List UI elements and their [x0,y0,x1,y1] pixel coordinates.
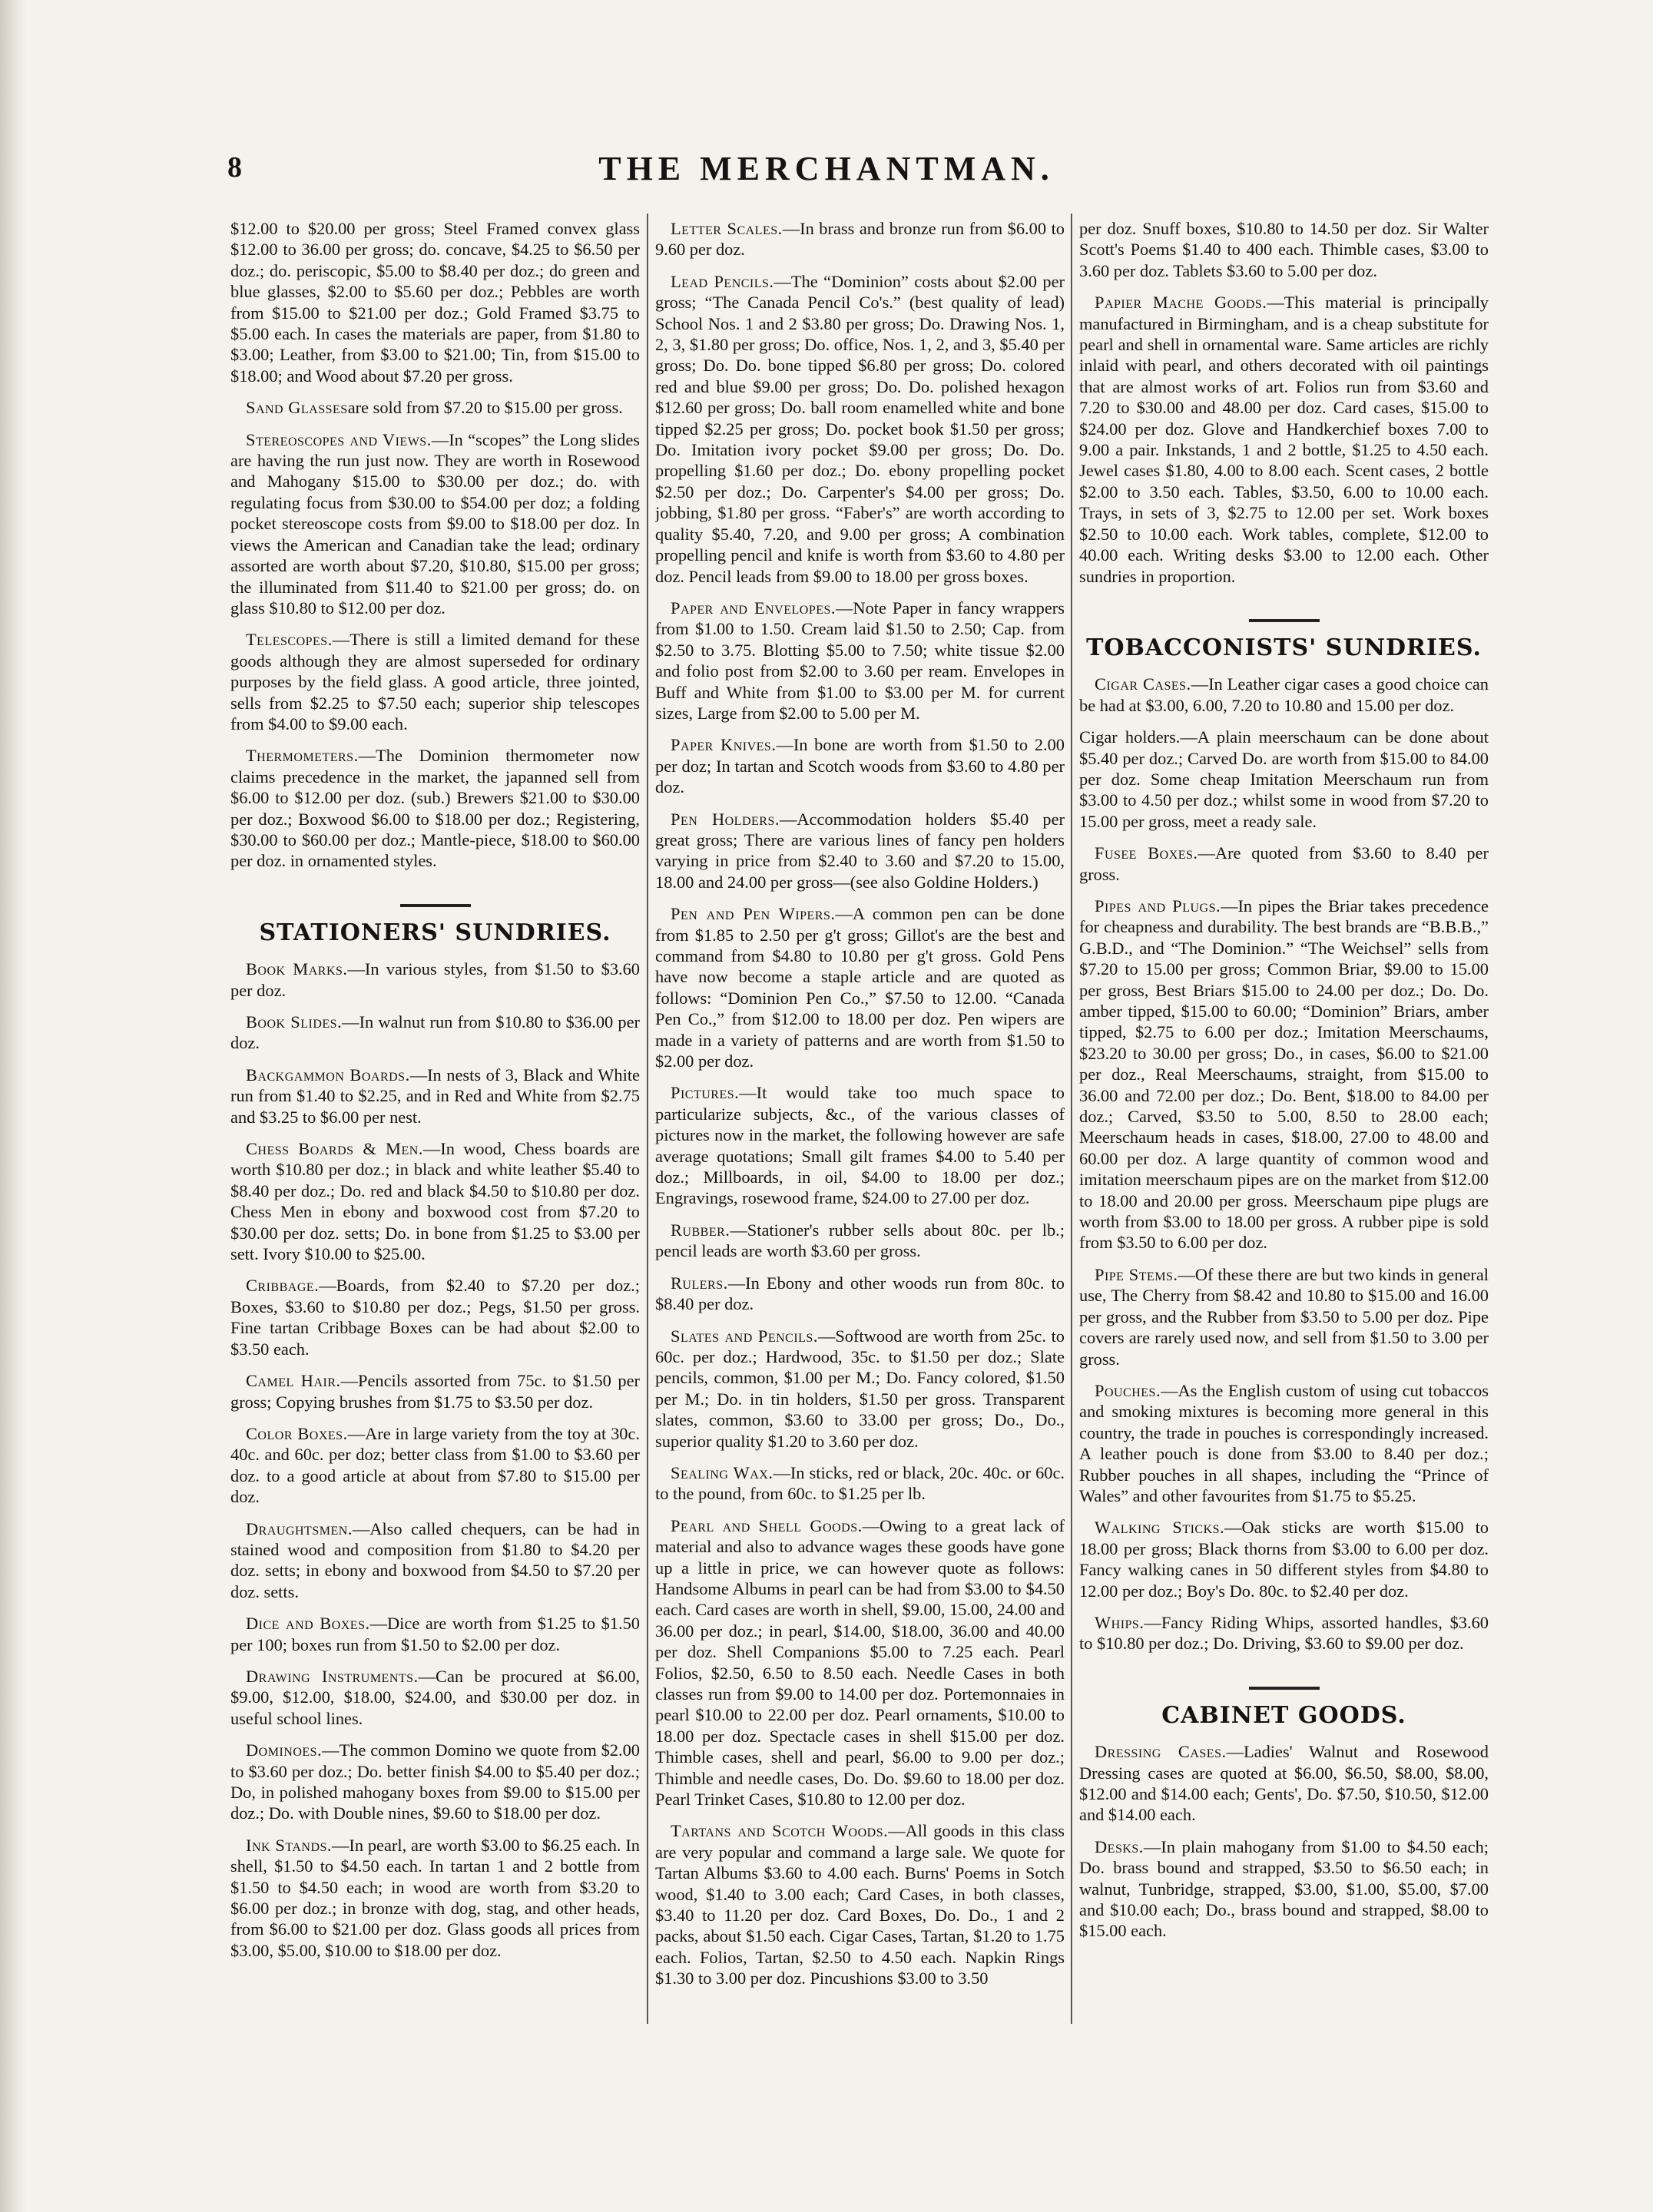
entry-heading: Tartans and Scotch Woods. [671,1821,889,1841]
price-entry [655,1515,1065,1810]
price-entry [230,218,640,386]
entry-heading: Desks. [1095,1836,1144,1856]
entry-text: —Stationer's rubber sells about 80c. per lb.; pencil leads are worth $3.60 per gross. [655,1220,1065,1261]
price-entry [655,1462,1065,1505]
entry-heading: Rubber. [671,1220,730,1240]
page-edge-shadow [0,0,26,2212]
section-divider [1249,1687,1320,1690]
price-entry [1079,1836,1489,1942]
price-entry [655,734,1065,797]
entry-text: —Can be procured at $6.00, $9.00, $12.00, $18.00, $24.00, and $30.00 per doz. in useful school lines. [230,1666,640,1728]
entry-text: —A common pen can be done from $1.85 to 2.50 per g't gross; Gillot's are the best and command from $4.80 to 10.80 per g't gross. Gold Pens have now become a staple article and are quoted as follows: “Dominion Pen Co.,” $7.50 to 12.00. “Canada Pen Co.,” from $12.00 to 18.00 per doz. Pen wipers are made in a variety of patterns and are worth from $1.50 to $2.00 per doz. [655,904,1065,1071]
entry-heading: Chess Boards & Men. [246,1139,423,1159]
entry-text: —In bone are worth from $1.50 to 2.00 per doz; In tartan and Scotch woods from $3.60 to 4.80 per doz. [655,735,1065,797]
entry-heading: Paper and Envelopes. [671,598,836,618]
entry-heading: Thermometers. [246,746,359,766]
price-entry [655,1326,1065,1452]
price-entry [230,1065,640,1128]
entry-heading: Letter Scales. [671,219,783,238]
entry-text: —In sticks, red or black, 20c. 40c. or 60c. to the pound, from 60c. to $1.25 per lb. [655,1462,1065,1504]
entry-heading: Cigar Cases. [1095,674,1191,694]
entry-text: —All goods in this class are very popular and command a large sale. We quote for Tartan Albums $3.60 to 4.00 each. Burns' Poems in Sotch wood, $1.40 to 3.00 each; Card Cases, in both classes, $3.40 to 11.20 per doz. Card Boxes, Do. Do., 1 and 2 packs, about $1.50 each. Cigar Cases, Tartan, $1.20 to 1.75 each. Folios, Tartan, $2.50 to 4.50 each. Napkin Rings $1.30 to 3.00 per doz. Pincushions $3.00 to 3.50 [655,1821,1065,1988]
price-entry [655,598,1065,724]
price-entry [655,1273,1065,1315]
price-entry [1079,1517,1489,1601]
price-entry [1079,896,1489,1253]
entry-heading: Book Marks. [246,959,348,979]
column-rule [1071,214,1072,2024]
section-header [1079,619,1489,661]
section-header [230,904,640,946]
entry-heading: Pouches. [1095,1380,1161,1400]
entry-text: —In walnut run from $10.80 to $36.00 per doz. [230,1012,640,1053]
entry-heading: Pipes and Plugs. [1095,896,1221,916]
text-column-2 [655,218,1065,2024]
section-divider [400,904,471,907]
price-entry [230,1518,640,1603]
entry-heading: Pictures. [671,1083,740,1103]
entry-heading: Pen and Pen Wipers. [671,904,836,924]
price-entry [655,271,1065,587]
entry-text: —In Ebony and other woods run from 80c. to $8.40 per doz. [655,1273,1065,1314]
section-header [1079,1687,1489,1729]
entry-heading: Pipe Stems. [1095,1264,1178,1284]
text-column-3 [1079,218,1489,2024]
entry-heading: Drawing Instruments. [246,1666,419,1686]
entry-text: —In wood, Chess boards are worth $10.80 per doz.; in black and white leather $5.40 to $8.40 per doz.; Do. red and black $4.50 to $10.80 per doz. Chess Men in ebony and boxwood cost from $7.20 to $30.00 per doz. setts; Do. in bone from $1.25 to $3.00 per sett. Ivory $10.00 to $25.00. [230,1139,640,1264]
entry-text: —It would take too much space to particularize subjects, &c., of the various classes of pictures now in the market, the following however are safe average quotations; Small gilt frames $4.00 to 5.40 per doz.; Millboards, in oil, $4.00 to 18.00 per doz.; Engravings, rosewood frame, $24.00 to 27.00 per doz. [655,1083,1065,1208]
entry-heading: Pearl and Shell Goods. [671,1515,863,1535]
entry-text: per doz. Snuff boxes, $10.80 to 14.50 per doz. Sir Walter Scott's Poems $1.40 to 400 each. Thimble cases, $3.00 to 3.60 per doz. Tablets $3.60 to 5.00 per doz. [1079,219,1489,280]
entry-heading: Draughtsmen. [246,1518,353,1538]
entry-heading: Paper Knives. [671,735,777,755]
section-title: STATIONERS' SUNDRIES. [259,919,611,946]
entry-text: —There is still a limited demand for these goods although they are almost superseded for ordinary purposes by the field glass. A good article, three jointed, sells from $2.25 to $7.50 each; superior ship telescopes from $4.00 to $9.00 each. [230,630,640,733]
column-rule [647,214,648,2024]
entry-heading: Backgammon Boards. [246,1065,410,1084]
entry-text: $12.00 to $20.00 per gross; Steel Framed convex glass $12.00 to 36.00 per gross; do. concave, $4.25 to $6.50 per doz.; do. periscopic, $5.00 to $8.40 per doz.; do green and blue glasses, $2.00 to $5.60 per doz.; Pebbles are worth from $15.00 to $21.00 per doz.; Gold Framed $3.75 to $5.00 each. In cases the materials are paper, from $1.80 to $3.00; Leather, from $3.00 to $21.00; Tin, from $15.00 to $18.00; and Wood about $7.20 per gross. [230,219,640,386]
entry-text: —Of these there are but two kinds in general use, The Cherry from $8.42 and 10.80 to $15.00 and 16.00 per gross, and the Rubber from $3.50 to 5.00 per doz. Pipe covers are rarely used now, and sell from $1.50 to 3.00 per gross. [1079,1264,1489,1369]
entry-heading: Stereoscopes and Views. [246,429,432,449]
entry-heading: Slates and Pencils. [671,1326,818,1346]
entry-text: —Oak sticks are worth $15.00 to 18.00 per gross; Black thorns from $3.00 to 6.00 per doz. Fancy walking canes in 50 different styles from $4.80 to 12.00 per doz.; Boy's Do. 80c. to $2.40 per doz. [1079,1518,1489,1601]
section-title: CABINET GOODS. [1161,1701,1406,1729]
masthead-title: THE MERCHANTMAN. [598,150,1055,187]
entry-text: —In various styles, from $1.50 to $3.60 per doz. [230,959,640,1000]
entry-text: —Boards, from $2.40 to $7.20 per doz.; Boxes, $3.60 to $10.80 per doz.; Pegs, $1.50 per gross. Fine tartan Cribbage Boxes can be had about $2.00 to $3.50 each. [230,1276,640,1359]
entry-text: —The common Domino we quote from $2.00 to $3.60 per doz.; Do. better finish $4.00 to $5.40 per doz.; Do, in polished mahogany boxes from $9.00 to $15.00 per doz.; Do. with Double nines, $9.60 to $18.00 per doz. [230,1740,640,1823]
entry-text: —Ladies' Walnut and Rosewood Dressing cases are quoted at $6.00, $6.50, $8.00, $8.00, $12.00 and $14.00 each; Gents', Do. $7.50, $10.50, $12.00 and $14.00 each. [1079,1742,1489,1825]
page-number: 8 [227,151,242,184]
entry-heading: Book Slides. [246,1012,343,1031]
price-entry [655,903,1065,1071]
price-entry [655,218,1065,260]
entry-text: —Are in large variety from the toy at 30c. 40c. and 60c. per doz; better class from $1.00 to $3.60 per doz. to a good article at about from $7.80 to $15.00 per doz. [230,1423,640,1507]
entry-heading: Lead Pencils. [671,271,774,291]
entry-text: —In plain mahogany from $1.00 to $4.50 each; Do. brass bound and strapped, $3.50 to $6.50 each; in walnut, Tunbridge, strapped, $3.00, $1.00, $5.00, $7.00 and $10.00 each; Do., brass bound and strapped, $8.00 to $15.00 each. [1079,1836,1489,1941]
entry-heading: Telescopes. [246,630,333,650]
entry-text: —In brass and bronze run from $6.00 to 9.60 per doz. [655,219,1065,260]
entry-text: —In “scopes” the Long slides are having the run just now. They are worth in Rosewood and Mahogany $15.00 to $30.00 per doz.; do. with regulating focus from $30.00 to $54.00 per doz; a folding pocket stereoscope costs from $9.00 to $18.00 per doz. In views the American and Canadian take the lead; ordinary assorted are worth about $7.20, $10.80, $15.00 per gross; the illuminated from $11.40 to $21.00 per gross; do. on glass $10.80 to $12.00 per doz. [230,429,640,618]
price-entry [1079,1264,1489,1369]
price-entry [230,745,640,871]
price-entry [230,1666,640,1729]
price-entry [230,629,640,734]
price-entry [1079,1612,1489,1654]
entry-heading: Papier Mache Goods. [1095,293,1267,313]
entry-heading: Cribbage. [246,1276,320,1296]
price-entry [655,1082,1065,1208]
entry-text: —Are quoted from $3.60 to 8.40 per gross. [1079,843,1489,884]
entry-heading: Fusee Boxes. [1095,843,1198,863]
price-entry [230,1275,640,1359]
entry-text: —Dice are worth from $1.25 to $1.50 per 100; boxes run from $1.50 to $2.00 per doz. [230,1614,640,1654]
section-divider [1249,619,1320,622]
entry-text: —Also called chequers, can be had in stained wood and composition from $1.80 to $4.20 per doz. setts; in ebony and boxwood from $4.50 to $7.20 per doz. setts. [230,1518,640,1601]
price-entry [230,429,640,619]
price-entry [1079,674,1489,716]
entry-text: Cigar holders.—A plain meerschaum can be done about $5.40 per doz.; Carved Do. are worth from $15.00 to 84.00 per doz. Some cheap Imitation Meerschaum run from $3.00 to 4.50 per doz.; whilst some in wood from $7.20 to 15.00 per gross, meet a ready sale. [1079,727,1489,831]
price-entry [1079,292,1489,587]
price-entry [230,1012,640,1054]
entry-heading: Rulers. [671,1273,728,1293]
price-entry [655,809,1065,893]
price-entry [1079,1741,1489,1826]
entry-heading: Sealing Wax. [671,1462,773,1482]
entry-text: are sold from $7.20 to $15.00 per gross. [347,398,623,418]
entry-text: —Note Paper in fancy wrappers from $1.00 to 1.50. Cream laid $1.50 to 2.50; Cap. from $2.50 to 3.75. Blotting $5.00 to 7.50; white tissue $2.00 and folio post from $2.00 to 3.60 per ream. Envelopes in Buff and White from $1.00 to $3.00 per M. for current sizes, Large from $2.00 to 5.00 per M. [655,598,1065,723]
entry-heading: Dressing Cases. [1095,1742,1227,1762]
entry-heading: Pen Holders. [671,809,780,829]
entry-text: —Pencils assorted from 75c. to $1.50 per gross; Copying brushes from $1.75 to $3.50 per doz. [230,1371,640,1412]
entry-text: —In pearl, are worth $3.00 to $6.25 each. In shell, $1.50 to $4.50 each. In tartan 1 and 2 bottle from $1.50 to $4.50 each; in wood are worth from $3.20 to $6.00 per doz.; in bronze with dog, stag, and other heads, from $6.00 to $21.00 per doz. Glass goods all prices from $3.00, $5.00, $10.00 to $18.00 per doz. [230,1835,640,1960]
price-entry [230,397,640,418]
entry-text: —In Leather cigar cases a good choice can be had at $3.00, 6.00, 7.20 to 10.80 and 15.00 per doz. [1079,674,1489,715]
entry-heading: Ink Stands. [246,1835,332,1855]
entry-text: —The “Dominion” costs about $2.00 per gross; “The Canada Pencil Co's.” (best quality of lead) School Nos. 1 and 2 $3.80 per gross; Do. Drawing Nos. 1, 2, 3, $1.80 per gross; Do. office, Nos. 1, 2, and 3, $5.40 per gross; Do. Do. bone tipped $6.80 per gross; Do. colored red and blue $9.00 per gross; Do. Do. polished hexagon $12.60 per gross; Do. ball room enamelled white and bone tipped $2.25 per gross; Do. pocket book $1.50 per gross; Do. Imitation ivory pocket $9.00 per gross; Do. Do. propelling $1.60 per doz.; Do. ebony propelling pocket $2.50 per doz.; Do. Carpenter's $4.00 per gross; Do. jobbing, $1.80 per gross. “Faber's” are worth according to quality $5.40, 7.20, and 9.00 per gross; A combination propelling pencil and knife is worth from $3.60 to 4.80 per doz. Pencil leads from $9.00 to 18.00 per gross boxes. [655,271,1065,586]
price-entry [230,1835,640,1961]
price-entry [655,1220,1065,1262]
price-entry [230,1740,640,1824]
entry-heading: Walking Sticks. [1095,1518,1225,1538]
entry-text: —The Dominion thermometer now claims precedence in the market, the japanned sell from $6.00 to $12.00 per doz. (sub.) Brewers $21.00 to $30.00 per doz.; Boxwood $6.00 to $18.00 per doz.; Registering, $30.00 to $60.00 per doz.; Mantle-piece, $18.00 to $60.00 per doz. in ornamented styles. [230,746,640,871]
price-entry [230,1138,640,1264]
entry-heading: Camel Hair. [246,1371,341,1391]
entry-text: —Softwood are worth from 25c. to 60c. per doz.; Hardwood, 35c. to $1.50 per doz.; Slate pencils, common, $1.00 per M.; Do. Fancy colored, $1.50 per M.; Do. in tin holders, $1.50 per gross. Transparent slates, common, $3.60 to 33.00 per gross; Do., Do., superior quality $1.20 to 3.60 per doz. [655,1326,1065,1451]
entry-heading: Color Boxes. [246,1423,348,1443]
entry-text: —As the English custom of using cut tobaccos and smoking mixtures is becoming more general in this country, the trade in pouches is correspondingly increased. A leather pouch is done from $3.00 to 8.40 per doz.; Rubber pouches in all shapes, including the “Prince of Wales” and other favourites from $1.75 to $5.25. [1079,1380,1489,1505]
price-entry [655,1820,1065,1988]
entry-heading: Dice and Boxes. [246,1614,370,1634]
entry-heading: Sand Glasses [246,398,348,418]
entry-text: —Fancy Riding Whips, assorted handles, $3.60 to $10.80 per doz.; Do. Driving, $3.60 to $9.00 per doz. [1079,1612,1489,1654]
price-entry [230,959,640,1001]
price-entry [230,1370,640,1412]
price-entry [1079,218,1489,281]
text-column-1 [230,218,640,2024]
entry-text: —Accommodation holders $5.40 per great gross; There are various lines of fancy pen holders varying in price from $2.40 to 3.60 and $7.20 to 15.00, 18.00 and 24.00 per gross—(see also Goldine Holders.) [655,809,1065,892]
entry-text: —Owing to a great lack of material and also to advance wages these goods have gone up a little in price, we can however quote as follows: Handsome Albums in pearl can be had from $3.00 to $4.50 each. Card cases are worth in shell, $9.00, 15.00, 24.00 and 36.00 per doz.; in pearl, $14.00, $18.00, 36.00 and 40.00 per doz. Shell Companions $5.00 to 7.25 each. Pearl Folios, $2.50, 6.50 to 8.50 each. Needle Cases in both classes run from $9.00 to 14.00 per doz. Portemonnaies in pearl $10.00 to 22.00 per doz. Pearl ornaments, $10.00 to 18.00 per doz. Spectacle cases in shell $15.00 per doz. Thimble cases, shell and pearl, $6.00 to 9.00 per doz.; Thimble and needle cases, Do. Do. $9.60 to 18.00 per doz. Pearl Trinket Cases, $10.80 to 12.00 per doz. [655,1515,1065,1810]
entry-heading: Whips. [1095,1612,1145,1632]
entry-text: —In pipes the Briar takes precedence for cheapness and durability. The best brands are “B.B.B.,” G.B.D., and “The Dominion.” “The Weichsel” sells from $7.20 to 15.00 per gross; Common Briar, $9.00 to 15.00 per gross, Best Briars $15.00 to 24.00 per doz.; Do. Do. amber tipped, $15.00 to 60.00; “Dominion” Briars, amber tipped, $2.75 to 6.00 per doz.; Imitation Meerschaums, $23.20 to 30.00 per gross; Do., in cases, $6.00 to $21.00 per doz., Real Meerschaums, straight, from $15.00 to 36.00 and 72.00 per doz.; Do. Bent, $18.00 to 84.00 per doz.; Carved, $3.50 to 5.00, 8.50 to 28.00 each; Meerschaum heads in cases, $18.00, 27.00 to 48.00 and 60.00 per doz. A large quantity of common wood and imitation meerschaum pipes are on the market from $12.00 to 18.00 and 20.00 per gross. Meerschaum pipe plugs are worth from $3.00 to 18.00 per gross. A rubber pipe is sold from $3.50 to 6.00 per doz. [1079,896,1489,1253]
section-title: TOBACCONISTS' SUNDRIES. [1086,634,1482,661]
price-entry [230,1423,640,1508]
entry-heading: Dominoes. [246,1740,323,1760]
price-entry [1079,1380,1489,1506]
price-entry [230,1613,640,1655]
entry-text: —In nests of 3, Black and White run from $1.40 to $2.25, and in Red and White from $2.75 and $3.25 to $6.00 per nest. [230,1065,640,1127]
price-entry [1079,843,1489,885]
entry-text: —This material is principally manufactured in Birmingham, and is a cheap substitute for pearl and shell in ornamental ware. Same articles are richly inlaid with pearl, and others decorated with oil paintings that are almost works of art. Folios run from $3.60 and 7.20 to $30.00 and 48.00 per doz. Card cases, $15.00 to $24.00 per doz. Glove and Handkerchief boxes 7.00 to 9.00 a pair. Inkstands, 1 and 2 bottle, $1.25 to 4.50 each. Jewel cases $1.80, 4.00 to 8.00 each. Scent cases, 2 bottle $2.00 to 3.50 each. Tables, $3.50, 6.00 to 10.00 each. Trays, in sets of 3, $2.75 to 12.00 per set. Work boxes $2.50 to 10.00 each. Work tables, complete, $12.00 to 40.00 each. Writing desks $3.00 to 12.00 each. Other sundries in proportion. [1079,293,1489,586]
price-entry [1079,727,1489,832]
